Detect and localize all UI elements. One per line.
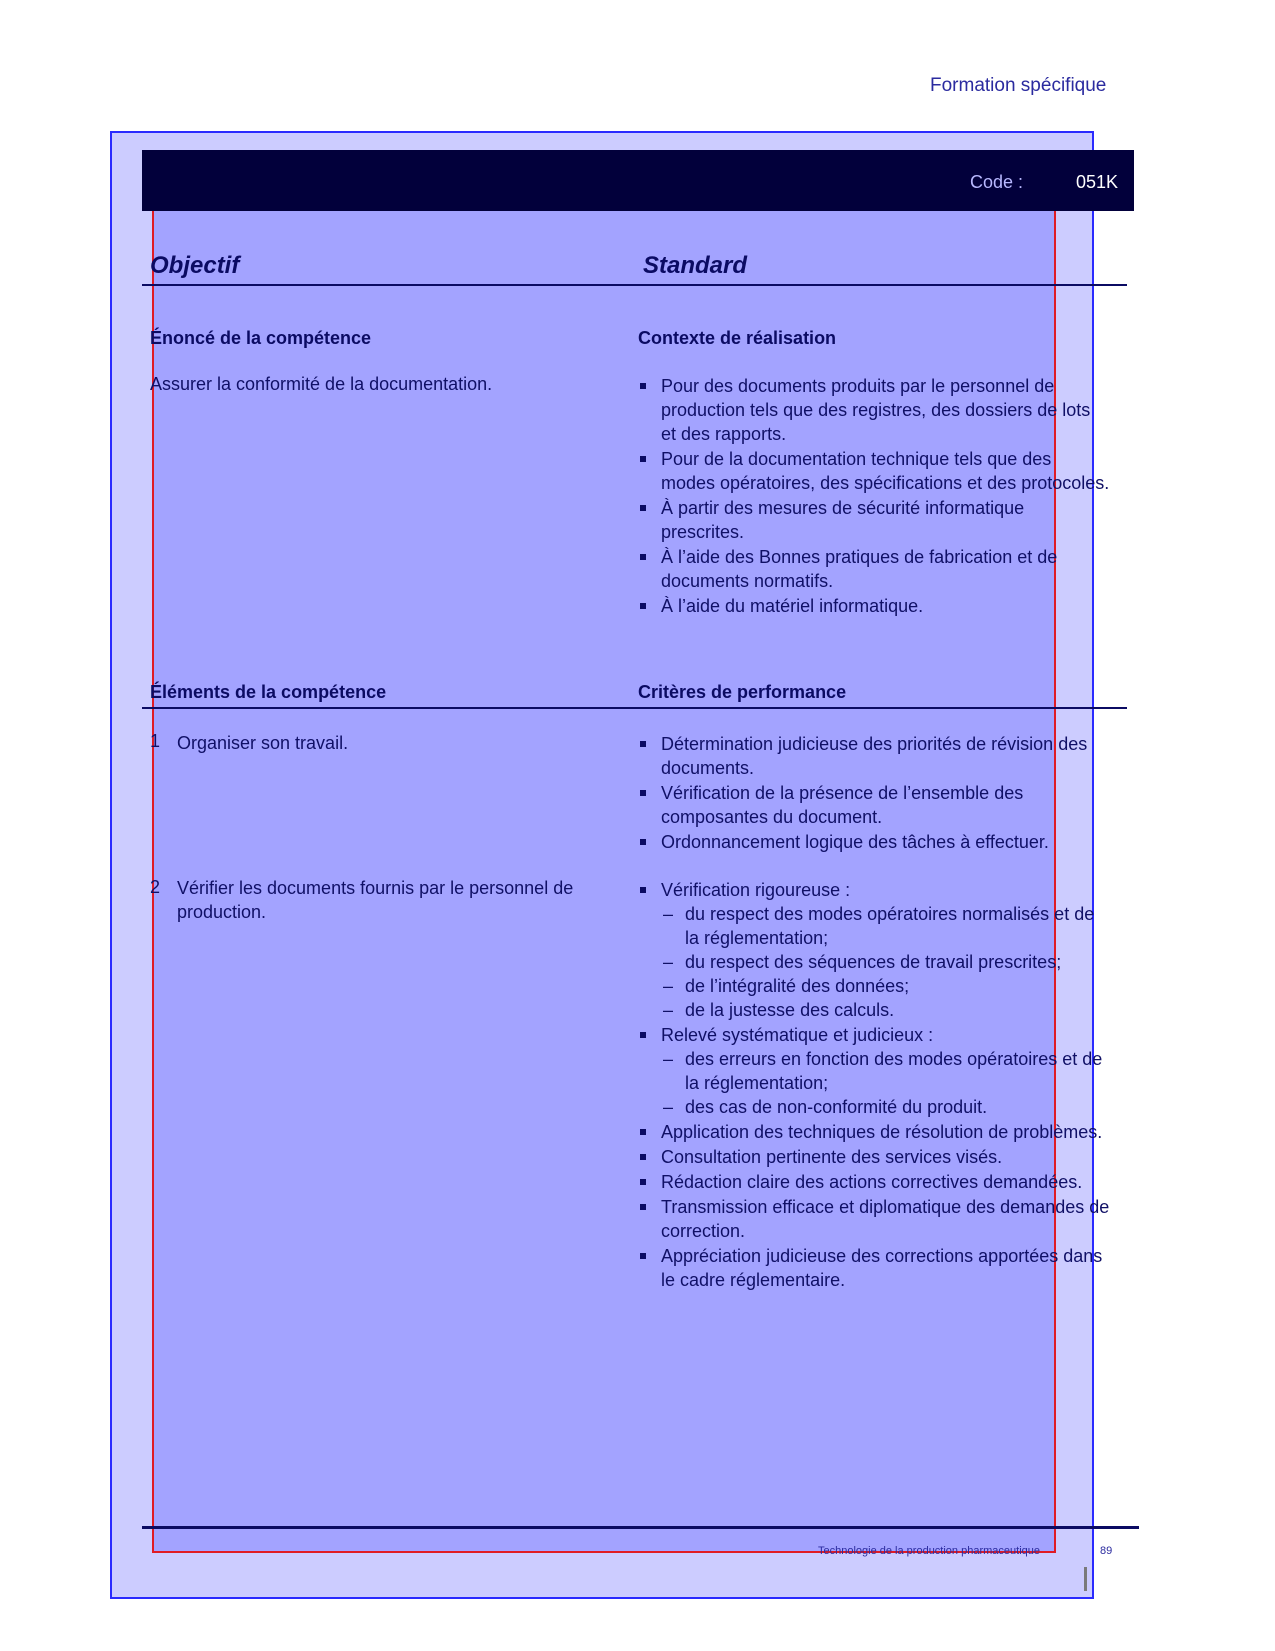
- competence-heading: Énoncé de la compétence: [150, 328, 372, 348]
- code-value: 051K: [1076, 172, 1119, 192]
- footer-title: Technologie de la production pharmaceutique: [818, 1545, 1040, 1557]
- list-item: Ordonnancement logique des tâches à effectuer.: [638, 830, 1110, 854]
- list-item: À l’aide des Bonnes pratiques de fabrication et de documents normatifs.: [638, 545, 1110, 593]
- elements-heading: Éléments de la compétence: [150, 682, 387, 702]
- criteres-heading: Critères de performance: [638, 682, 847, 702]
- list-item: Consultation pertinente des services visés.: [638, 1145, 1110, 1169]
- program-label: Formation spécifique: [930, 75, 1107, 96]
- list-item: Appréciation judicieuse des corrections apportées dans le cadre réglementaire.: [638, 1244, 1110, 1292]
- criteres-list-2: [638, 877, 1110, 1292]
- code-label: Code :: [970, 172, 1024, 192]
- sub-list-item: – des cas de non-conformité du produit.: [638, 1095, 1110, 1119]
- page-number: 89: [1100, 1545, 1113, 1557]
- sub-list-item: – des erreurs en fonction des modes opératoires et de la réglementation;: [638, 1047, 1110, 1095]
- criteres-list-1: [638, 731, 1110, 854]
- sub-list-item: – de la justesse des calculs.: [638, 998, 1110, 1022]
- element-text: Vérifier les documents fournis par le personnel de production.: [177, 878, 574, 922]
- sub-list-item: – du respect des modes opératoires normalisés et de la réglementation;: [638, 902, 1110, 950]
- element-number: 1: [150, 731, 161, 751]
- objectif-title: Objectif: [150, 252, 240, 279]
- element-text: Organiser son travail.: [177, 733, 349, 753]
- list-item: À partir des mesures de sécurité informatique prescrites.: [638, 496, 1110, 544]
- standard-title: Standard: [643, 252, 748, 279]
- list-item: À l’aide du matériel informatique.: [638, 594, 1110, 618]
- list-item: Rédaction claire des actions correctives demandées.: [638, 1170, 1110, 1194]
- element-number: 2: [150, 877, 161, 897]
- list-item: Détermination judicieuse des priorités de révision des documents.: [638, 732, 1110, 780]
- footer-rule: [142, 1526, 1139, 1529]
- sub-list-item: – du respect des séquences de travail prescrites;: [638, 950, 1110, 974]
- contexte-list: [638, 373, 1110, 618]
- contexte-heading: Contexte de réalisation: [638, 328, 837, 348]
- competence-text: Assurer la conformité de la documentation.: [150, 374, 493, 394]
- list-item: Pour de la documentation technique tels que des modes opératoires, des spécifications et des protocoles.: [638, 447, 1110, 495]
- sub-list-item: – de l’intégralité des données;: [638, 974, 1110, 998]
- list-item: Application des techniques de résolution de problèmes.: [638, 1120, 1110, 1144]
- list-item: Vérification de la présence de l’ensemble des composantes du document.: [638, 781, 1110, 829]
- list-item: Transmission efficace et diplomatique des demandes de correction.: [638, 1195, 1110, 1243]
- list-item: Vérification rigoureuse :: [638, 878, 1110, 902]
- header-rule: [142, 284, 1127, 286]
- margin-mark: [1084, 1567, 1087, 1591]
- list-item: Pour des documents produits par le personnel de production tels que des registres, des dossiers de lots et des rapports.: [638, 374, 1110, 446]
- section-rule: [142, 707, 1127, 709]
- list-item: Relevé systématique et judicieux :: [638, 1023, 1110, 1047]
